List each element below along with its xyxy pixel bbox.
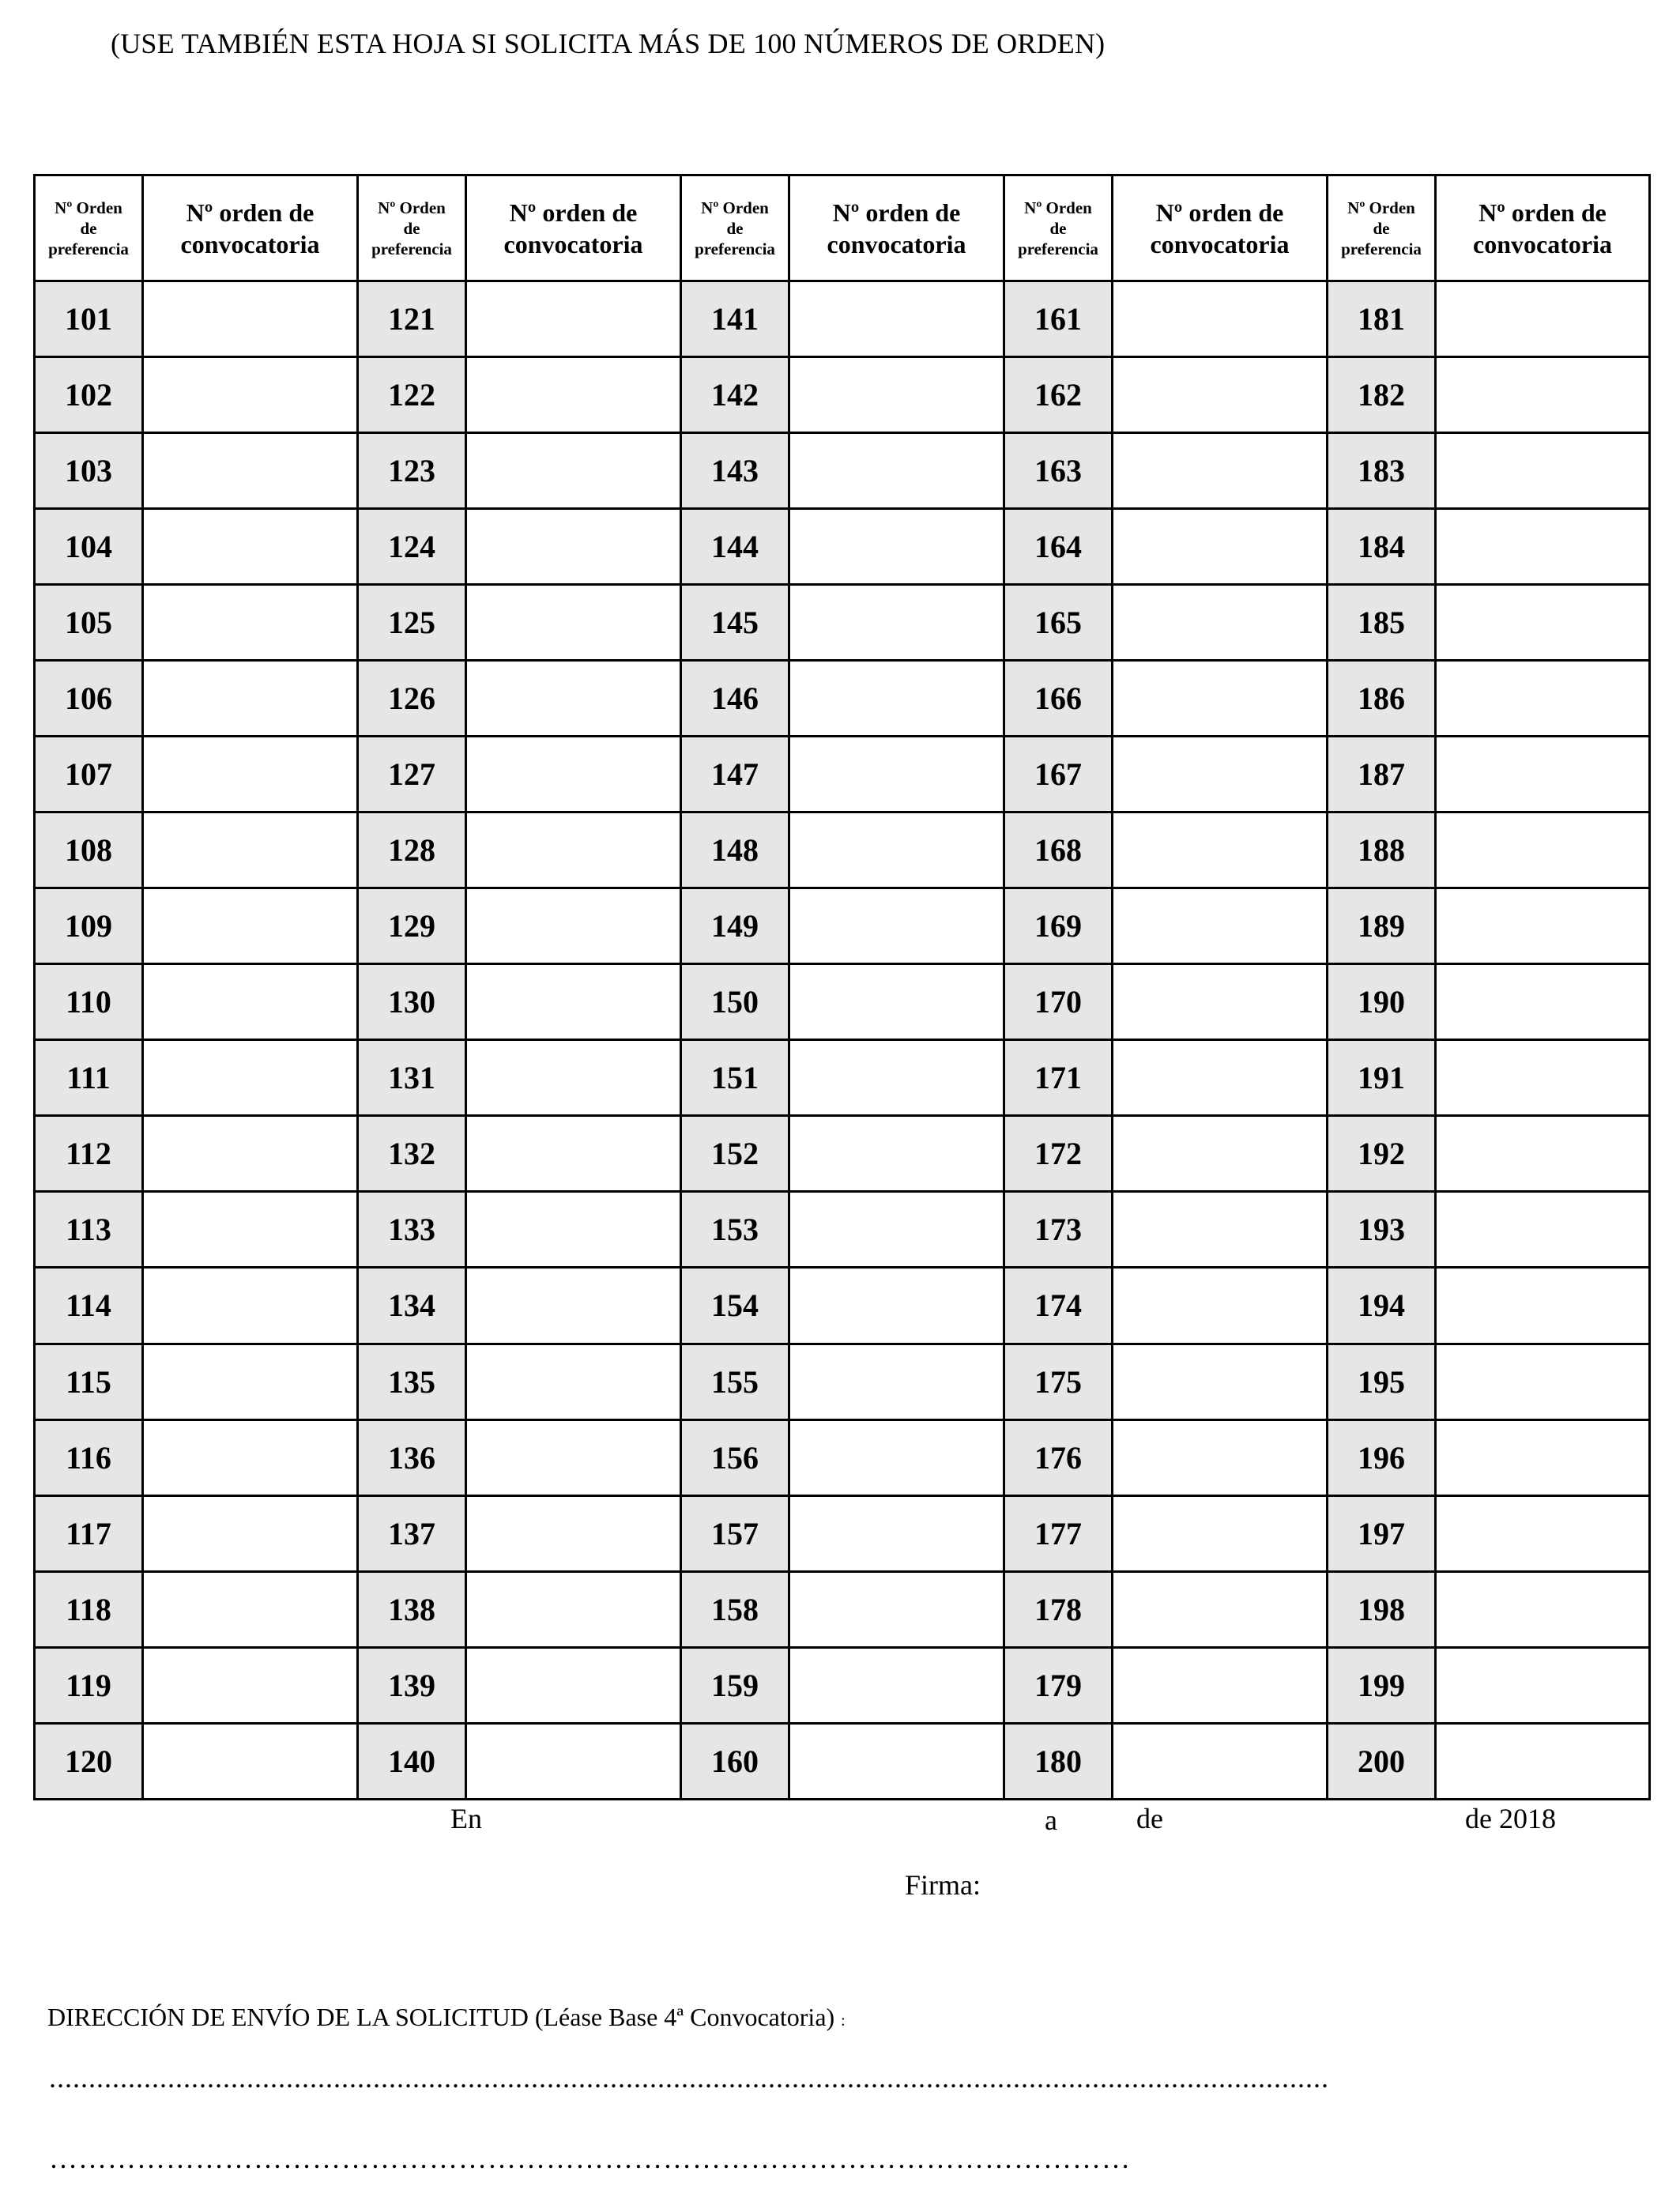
convocatoria-entry-cell[interactable]	[1113, 888, 1328, 964]
convocatoria-entry-cell[interactable]	[1436, 433, 1650, 509]
table-row	[35, 888, 1650, 964]
preference-number-cell: 138	[358, 1571, 466, 1647]
preference-number-cell: 198	[1328, 1571, 1436, 1647]
preference-number-cell: 196	[1328, 1419, 1436, 1495]
convocatoria-entry-cell[interactable]	[1113, 737, 1328, 812]
convocatoria-entry-cell[interactable]	[466, 1192, 681, 1268]
preference-number-cell: 119	[35, 1647, 143, 1723]
preference-number-cell: 158	[681, 1571, 789, 1647]
preference-number-cell: 175	[1004, 1344, 1113, 1419]
table-row	[35, 1419, 1650, 1495]
preference-number-cell: 159	[681, 1647, 789, 1723]
preference-number-cell: 195	[1328, 1344, 1436, 1419]
table-row	[35, 964, 1650, 1040]
convocatoria-entry-cell[interactable]	[1436, 661, 1650, 737]
preference-number-cell: 125	[358, 585, 466, 661]
preference-number-cell: 154	[681, 1268, 789, 1344]
header-orden-preferencia	[1328, 175, 1436, 281]
header-orden-convocatoria	[789, 175, 1004, 281]
preference-number-cell: 118	[35, 1571, 143, 1647]
convocatoria-entry-cell[interactable]	[466, 888, 681, 964]
convocatoria-entry-cell[interactable]	[466, 281, 681, 357]
preference-number-cell: 176	[1004, 1419, 1113, 1495]
header-conv-line: Nº orden de	[509, 198, 638, 227]
header-pref-line: Nº Orden	[55, 198, 122, 217]
preference-number-cell: 157	[681, 1495, 789, 1571]
preference-number-cell: 134	[358, 1268, 466, 1344]
convocatoria-entry-cell[interactable]	[143, 964, 358, 1040]
convocatoria-entry-cell[interactable]	[466, 1116, 681, 1192]
table-row	[35, 1344, 1650, 1419]
convocatoria-entry-cell[interactable]	[143, 585, 358, 661]
preference-number-cell: 194	[1328, 1268, 1436, 1344]
header-pref-line: Nº Orden	[378, 198, 446, 217]
convocatoria-entry-cell[interactable]	[143, 737, 358, 812]
convocatoria-entry-cell[interactable]	[1436, 1723, 1650, 1799]
convocatoria-entry-cell[interactable]	[466, 357, 681, 433]
convocatoria-entry-cell[interactable]	[143, 1419, 358, 1495]
address-line-2: …………………………………………………………………………………………………	[49, 2143, 1131, 2174]
preference-number-cell: 193	[1328, 1192, 1436, 1268]
header-conv-line: convocatoria	[1473, 229, 1612, 258]
table-row	[35, 1723, 1650, 1799]
preference-number-cell: 179	[1004, 1647, 1113, 1723]
preference-number-cell: 140	[358, 1723, 466, 1799]
header-pref-line: Nº Orden	[701, 198, 769, 217]
preference-number-cell: 167	[1004, 737, 1113, 812]
address-line-1: ..................................................................................................................................................................	[49, 2062, 1329, 2094]
month-label: de	[1136, 1803, 1163, 1834]
table-row	[35, 1495, 1650, 1571]
table-row	[35, 281, 1650, 357]
preference-number-cell: 180	[1004, 1723, 1113, 1799]
convocatoria-entry-cell[interactable]	[1436, 1268, 1650, 1344]
preference-number-cell: 144	[681, 509, 789, 585]
preference-number-cell: 191	[1328, 1040, 1436, 1116]
header-conv-line: convocatoria	[1150, 229, 1290, 258]
header-conv-line: convocatoria	[180, 229, 320, 258]
table-row	[35, 357, 1650, 433]
preference-number-cell: 181	[1328, 281, 1436, 357]
preference-number-cell: 142	[681, 357, 789, 433]
convocatoria-entry-cell[interactable]	[143, 433, 358, 509]
preference-number-cell: 188	[1328, 812, 1436, 888]
convocatoria-entry-cell[interactable]	[143, 1723, 358, 1799]
preference-number-cell: 184	[1328, 509, 1436, 585]
header-conv-line: Nº orden de	[832, 198, 961, 227]
convocatoria-entry-cell[interactable]	[789, 812, 1004, 888]
convocatoria-entry-cell[interactable]	[1113, 964, 1328, 1040]
preference-number-cell: 126	[358, 661, 466, 737]
header-pref-line: de	[403, 218, 420, 238]
header-conv-line: convocatoria	[827, 229, 966, 258]
preference-number-cell: 116	[35, 1419, 143, 1495]
preference-number-cell: 161	[1004, 281, 1113, 357]
convocatoria-entry-cell[interactable]	[143, 1571, 358, 1647]
convocatoria-entry-cell[interactable]	[466, 1723, 681, 1799]
preference-number-cell: 199	[1328, 1647, 1436, 1723]
preference-number-cell: 156	[681, 1419, 789, 1495]
convocatoria-entry-cell[interactable]	[466, 1040, 681, 1116]
convocatoria-entry-cell[interactable]	[789, 1647, 1004, 1723]
preference-number-cell: 113	[35, 1192, 143, 1268]
convocatoria-entry-cell[interactable]	[143, 812, 358, 888]
preference-number-cell: 123	[358, 433, 466, 509]
header-pref-line: de	[1373, 218, 1390, 238]
preference-number-cell: 120	[35, 1723, 143, 1799]
convocatoria-entry-cell[interactable]	[143, 1495, 358, 1571]
header-pref-line: Nº Orden	[1024, 198, 1092, 217]
preference-number-cell: 147	[681, 737, 789, 812]
convocatoria-entry-cell[interactable]	[1436, 1040, 1650, 1116]
convocatoria-entry-cell[interactable]	[789, 1344, 1004, 1419]
signature-label: Firma:	[905, 1869, 981, 1901]
convocatoria-entry-cell[interactable]	[1113, 1268, 1328, 1344]
convocatoria-entry-cell[interactable]	[143, 661, 358, 737]
preference-number-cell: 166	[1004, 661, 1113, 737]
header-pref-line: preferencia	[1018, 239, 1098, 258]
preference-number-cell: 185	[1328, 585, 1436, 661]
header-pref-line: Nº Orden	[1347, 198, 1415, 217]
table-row	[35, 1116, 1650, 1192]
convocatoria-entry-cell[interactable]	[1113, 1419, 1328, 1495]
preference-number-cell: 107	[35, 737, 143, 812]
preference-number-cell: 165	[1004, 585, 1113, 661]
convocatoria-entry-cell[interactable]	[789, 1040, 1004, 1116]
header-orden-convocatoria	[466, 175, 681, 281]
preference-number-cell: 186	[1328, 661, 1436, 737]
convocatoria-entry-cell[interactable]	[466, 1268, 681, 1344]
preference-number-cell: 108	[35, 812, 143, 888]
preference-number-cell: 192	[1328, 1116, 1436, 1192]
convocatoria-entry-cell[interactable]	[1436, 357, 1650, 433]
preference-number-cell: 190	[1328, 964, 1436, 1040]
convocatoria-entry-cell[interactable]	[1436, 585, 1650, 661]
preference-number-cell: 139	[358, 1647, 466, 1723]
header-orden-preferencia	[35, 175, 143, 281]
preference-number-cell: 130	[358, 964, 466, 1040]
preference-number-cell: 152	[681, 1116, 789, 1192]
preference-table	[33, 174, 1651, 1800]
preference-number-cell: 183	[1328, 433, 1436, 509]
convocatoria-entry-cell[interactable]	[789, 281, 1004, 357]
convocatoria-entry-cell[interactable]	[143, 281, 358, 357]
header-orden-preferencia	[1004, 175, 1113, 281]
table-row	[35, 812, 1650, 888]
convocatoria-entry-cell[interactable]	[1113, 509, 1328, 585]
header-pref-line: de	[726, 218, 744, 238]
convocatoria-entry-cell[interactable]	[789, 1268, 1004, 1344]
convocatoria-entry-cell[interactable]	[143, 1344, 358, 1419]
table-row	[35, 1192, 1650, 1268]
convocatoria-entry-cell[interactable]	[1436, 281, 1650, 357]
address-heading	[47, 2003, 846, 2032]
place-label: En	[450, 1803, 482, 1834]
preference-number-cell: 145	[681, 585, 789, 661]
header-pref-line: de	[80, 218, 97, 238]
preference-number-cell: 151	[681, 1040, 789, 1116]
header-orden-convocatoria	[143, 175, 358, 281]
header-conv-line: Nº orden de	[186, 198, 315, 227]
convocatoria-entry-cell[interactable]	[789, 1723, 1004, 1799]
preference-number-cell: 115	[35, 1344, 143, 1419]
convocatoria-entry-cell[interactable]	[1113, 1192, 1328, 1268]
convocatoria-entry-cell[interactable]	[1436, 737, 1650, 812]
convocatoria-entry-cell[interactable]	[1113, 1647, 1328, 1723]
convocatoria-entry-cell[interactable]	[466, 1647, 681, 1723]
preference-number-cell: 103	[35, 433, 143, 509]
preference-number-cell: 146	[681, 661, 789, 737]
preference-number-cell: 149	[681, 888, 789, 964]
convocatoria-entry-cell[interactable]	[466, 964, 681, 1040]
convocatoria-entry-cell[interactable]	[789, 661, 1004, 737]
preference-number-cell: 135	[358, 1344, 466, 1419]
preference-number-cell: 182	[1328, 357, 1436, 433]
preference-number-cell: 128	[358, 812, 466, 888]
convocatoria-entry-cell[interactable]	[789, 888, 1004, 964]
header-pref-line: preferencia	[371, 239, 452, 258]
convocatoria-entry-cell[interactable]	[1436, 1192, 1650, 1268]
table-row	[35, 585, 1650, 661]
convocatoria-entry-cell[interactable]	[466, 1344, 681, 1419]
header-pref-line: de	[1049, 218, 1067, 238]
preference-number-cell: 124	[358, 509, 466, 585]
day-label: a	[1045, 1804, 1057, 1836]
header-conv-line: Nº orden de	[1478, 198, 1607, 227]
preference-number-cell: 117	[35, 1495, 143, 1571]
convocatoria-entry-cell[interactable]	[143, 1268, 358, 1344]
convocatoria-entry-cell[interactable]	[789, 1419, 1004, 1495]
convocatoria-entry-cell[interactable]	[466, 737, 681, 812]
convocatoria-entry-cell[interactable]	[1436, 812, 1650, 888]
preference-number-cell: 170	[1004, 964, 1113, 1040]
preference-number-cell: 178	[1004, 1571, 1113, 1647]
convocatoria-entry-cell[interactable]	[1113, 1116, 1328, 1192]
preference-number-cell: 172	[1004, 1116, 1113, 1192]
preference-number-cell: 102	[35, 357, 143, 433]
preference-number-cell: 189	[1328, 888, 1436, 964]
convocatoria-entry-cell[interactable]	[789, 737, 1004, 812]
convocatoria-entry-cell[interactable]	[1113, 281, 1328, 357]
header-conv-line: Nº orden de	[1155, 198, 1284, 227]
address-heading-colon: :	[841, 2012, 846, 2030]
preference-number-cell: 197	[1328, 1495, 1436, 1571]
preference-number-cell: 200	[1328, 1723, 1436, 1799]
header-pref-line: preferencia	[695, 239, 775, 258]
preference-number-cell: 112	[35, 1116, 143, 1192]
header-orden-convocatoria	[1436, 175, 1650, 281]
convocatoria-entry-cell[interactable]	[466, 1419, 681, 1495]
convocatoria-entry-cell[interactable]	[143, 357, 358, 433]
convocatoria-entry-cell[interactable]	[143, 509, 358, 585]
convocatoria-entry-cell[interactable]	[789, 964, 1004, 1040]
table-row	[35, 1571, 1650, 1647]
convocatoria-entry-cell[interactable]	[466, 433, 681, 509]
convocatoria-entry-cell[interactable]	[143, 1647, 358, 1723]
preference-number-cell: 132	[358, 1116, 466, 1192]
preference-number-cell: 150	[681, 964, 789, 1040]
preference-number-cell: 168	[1004, 812, 1113, 888]
preference-number-cell: 141	[681, 281, 789, 357]
header-conv-line: convocatoria	[503, 229, 643, 258]
convocatoria-entry-cell[interactable]	[1113, 1495, 1328, 1571]
convocatoria-entry-cell[interactable]	[1113, 1571, 1328, 1647]
preference-number-cell: 174	[1004, 1268, 1113, 1344]
convocatoria-entry-cell[interactable]	[1436, 1116, 1650, 1192]
convocatoria-entry-cell[interactable]	[1436, 1495, 1650, 1571]
preference-number-cell: 111	[35, 1040, 143, 1116]
convocatoria-entry-cell[interactable]	[1436, 1344, 1650, 1419]
convocatoria-entry-cell[interactable]	[789, 433, 1004, 509]
convocatoria-entry-cell[interactable]	[143, 1116, 358, 1192]
convocatoria-entry-cell[interactable]	[789, 1192, 1004, 1268]
preference-number-cell: 163	[1004, 433, 1113, 509]
convocatoria-entry-cell[interactable]	[1113, 357, 1328, 433]
convocatoria-entry-cell[interactable]	[466, 509, 681, 585]
preference-number-cell: 137	[358, 1495, 466, 1571]
preference-number-cell: 148	[681, 812, 789, 888]
convocatoria-entry-cell[interactable]	[1113, 812, 1328, 888]
preference-number-cell: 122	[358, 357, 466, 433]
convocatoria-entry-cell[interactable]	[1113, 1040, 1328, 1116]
convocatoria-entry-cell[interactable]	[466, 812, 681, 888]
header-pref-line: preferencia	[1341, 239, 1422, 258]
preference-number-cell: 104	[35, 509, 143, 585]
preference-number-cell: 109	[35, 888, 143, 964]
convocatoria-entry-cell[interactable]	[466, 1495, 681, 1571]
convocatoria-entry-cell[interactable]	[1436, 888, 1650, 964]
address-heading-text: DIRECCIÓN DE ENVÍO DE LA SOLICITUD (Léase Base 4ª Convocatoria)	[47, 2003, 835, 2031]
convocatoria-entry-cell[interactable]	[1436, 509, 1650, 585]
convocatoria-entry-cell[interactable]	[1113, 1723, 1328, 1799]
preference-number-cell: 155	[681, 1344, 789, 1419]
convocatoria-entry-cell[interactable]	[143, 1040, 358, 1116]
convocatoria-entry-cell[interactable]	[1113, 433, 1328, 509]
convocatoria-entry-cell[interactable]	[1436, 964, 1650, 1040]
convocatoria-entry-cell[interactable]	[1436, 1571, 1650, 1647]
table-row	[35, 1040, 1650, 1116]
preference-number-cell: 110	[35, 964, 143, 1040]
header-orden-preferencia	[358, 175, 466, 281]
table-row	[35, 1268, 1650, 1344]
table-row	[35, 661, 1650, 737]
table-row	[35, 1647, 1650, 1723]
preference-number-cell: 169	[1004, 888, 1113, 964]
preference-number-cell: 177	[1004, 1495, 1113, 1571]
convocatoria-entry-cell[interactable]	[1436, 1419, 1650, 1495]
preference-number-cell: 160	[681, 1723, 789, 1799]
convocatoria-entry-cell[interactable]	[1436, 1647, 1650, 1723]
preference-number-cell: 164	[1004, 509, 1113, 585]
convocatoria-entry-cell[interactable]	[789, 585, 1004, 661]
preference-number-cell: 127	[358, 737, 466, 812]
convocatoria-entry-cell[interactable]	[143, 1192, 358, 1268]
convocatoria-entry-cell[interactable]	[466, 1571, 681, 1647]
convocatoria-entry-cell[interactable]	[789, 1571, 1004, 1647]
preference-number-cell: 171	[1004, 1040, 1113, 1116]
header-orden-convocatoria	[1113, 175, 1328, 281]
preference-number-cell: 162	[1004, 357, 1113, 433]
preference-number-cell: 121	[358, 281, 466, 357]
convocatoria-entry-cell[interactable]	[789, 357, 1004, 433]
year-label: de 2018	[1465, 1803, 1556, 1834]
preference-number-cell: 173	[1004, 1192, 1113, 1268]
preference-number-cell: 143	[681, 433, 789, 509]
convocatoria-entry-cell[interactable]	[789, 1116, 1004, 1192]
preference-number-cell: 153	[681, 1192, 789, 1268]
table-row	[35, 737, 1650, 812]
preference-number-cell: 133	[358, 1192, 466, 1268]
convocatoria-entry-cell[interactable]	[143, 888, 358, 964]
header-pref-line: preferencia	[48, 239, 129, 258]
table-header-row	[35, 175, 1650, 281]
preference-number-cell: 106	[35, 661, 143, 737]
convocatoria-entry-cell[interactable]	[466, 661, 681, 737]
preference-number-cell: 101	[35, 281, 143, 357]
preference-number-cell: 136	[358, 1419, 466, 1495]
preference-number-cell: 129	[358, 888, 466, 964]
table-row	[35, 509, 1650, 585]
preference-number-cell: 105	[35, 585, 143, 661]
convocatoria-entry-cell[interactable]	[466, 585, 681, 661]
table-row	[35, 433, 1650, 509]
convocatoria-entry-cell[interactable]	[1113, 1344, 1328, 1419]
preference-number-cell: 114	[35, 1268, 143, 1344]
convocatoria-entry-cell[interactable]	[1113, 661, 1328, 737]
page-header-note: (USE TAMBIÉN ESTA HOJA SI SOLICITA MÁS DE 100 NÚMEROS DE ORDEN)	[111, 28, 1106, 59]
preference-number-cell: 187	[1328, 737, 1436, 812]
convocatoria-entry-cell[interactable]	[1113, 585, 1328, 661]
convocatoria-entry-cell[interactable]	[789, 1495, 1004, 1571]
header-orden-preferencia	[681, 175, 789, 281]
convocatoria-entry-cell[interactable]	[789, 509, 1004, 585]
preference-number-cell: 131	[358, 1040, 466, 1116]
